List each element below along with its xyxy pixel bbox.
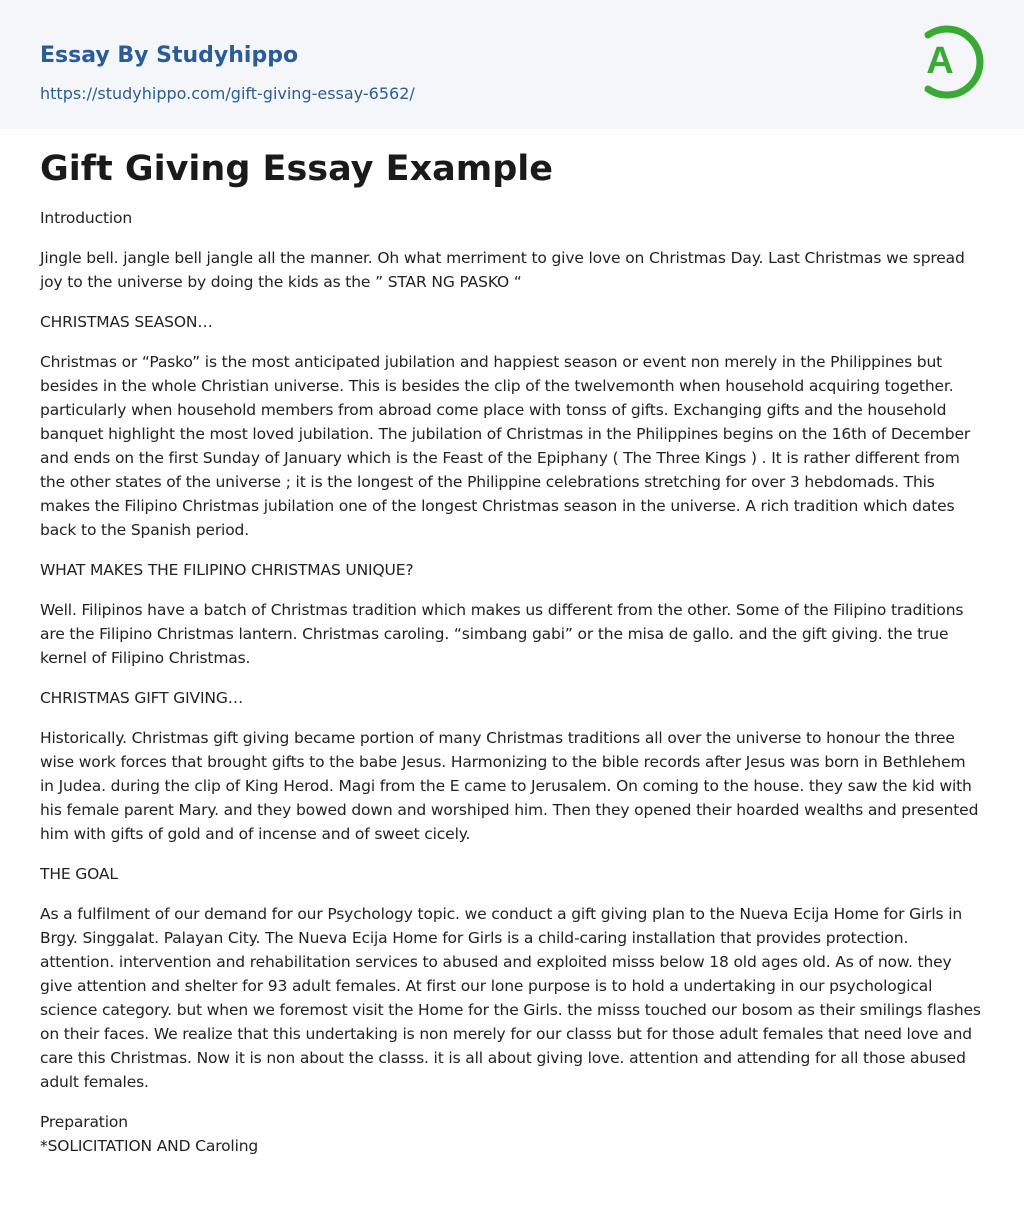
heading-the-goal: THE GOAL — [40, 865, 118, 883]
heading-preparation: Preparation — [40, 1113, 128, 1131]
logo-letter: A — [926, 40, 954, 82]
heading-christmas-season: CHRISTMAS SEASON… — [40, 313, 213, 331]
heading-christmas-gift-giving: CHRISTMAS GIFT GIVING… — [40, 689, 244, 707]
paragraph-jingle-bell: Jingle bell. jangle bell jangle all the manner. Oh what merriment to give love on Christmas Day. Last Christmas we spread joy to the universe by doing the kids as the ” STAR NG PASKO “ — [40, 249, 965, 291]
site-header — [0, 0, 1024, 129]
paragraph-filipino-traditions: Well. Filipinos have a batch of Christmas tradition which makes us different from the other. Some of the Filipino traditions are the Filipino Christmas lantern. Christmas caroling. “simbang gabi” or the misa de gallo. and the gift giving. the true kernel of Filipino Christmas. — [40, 601, 964, 667]
paragraph-solicitation: *SOLICITATION AND Caroling — [40, 1137, 259, 1155]
article-body — [0, 148, 1024, 1158]
paragraph-introduction: Introduction — [40, 209, 133, 227]
heading-filipino-christmas-unique: WHAT MAKES THE FILIPINO CHRISTMAS UNIQUE? — [40, 561, 414, 579]
paragraph-pasko: Christmas or “Pasko” is the most anticipated jubilation and happiest season or event non merely in the Philippines but besides in the whole Christian universe. This is besides the clip of the twelvemonth when household acquiring together. particularly when household members from abroad come place with tonss of gifts. Exchanging gifts and the household banquet highlight the most loved jubilation. The jubilation of Christmas in the Philippines begins on the 16th of December and ends on the first Sunday of January which is the Feast of the Epiphany ( The Three Kings ) . It is rather different from the other states of the universe ; it is the longest of the Philippine celebrations stretching for over 3 hebdomads. This makes the Filipino Christmas jubilation one of the longest Christmas season in the universe. A rich tradition which dates back to the Spanish period. — [40, 353, 971, 539]
paragraph-historically: Historically. Christmas gift giving became portion of many Christmas traditions all over the universe to honour the three wise work forces that brought gifts to the babe Jesus. Harmonizing to the bible records after Jesus was born in Bethlehem in Judea. during the clip of King Herod. Magi from the E came to Jerusalem. On coming to the house. they saw the kid with his female parent Mary. and they bowed down and worshiped him. Then they opened their hoarded wealths and presented him with gifts of gold and of incense and of sweet cicely. — [40, 729, 979, 843]
page-title: Gift Giving Essay Example — [40, 149, 554, 189]
site-brand[interactable]: Essay By Studyhippo — [40, 43, 299, 68]
paragraph-goal: As a fulfilment of our demand for our Psychology topic. we conduct a gift giving plan to the Nueva Ecija Home for Girls in Brgy. Singgalat. Palayan City. The Nueva Ecija Home for Girls is a child-caring installation that provides protection. attention. intervention and rehabilitation services to abused and exploited misss below 18 old ages old. As of now. they give attention and shelter for 93 adult females. At first our lone purpose is to hold a undertaking in our psychological science category. but when we foremost visit the Home for the Girls. the misss touched our bosom as their smilings flashes on their faces. We realize that this undertaking is non merely for our classs but for those adult females that need love and care this Christmas. Now it is non about the classs. it is all about giving love. attention and attending for all those abused adult females. — [40, 905, 981, 1091]
page-url-link[interactable]: https://studyhippo.com/gift-giving-essay-6562/ — [40, 84, 415, 103]
studyhippo-logo-icon[interactable] — [914, 18, 986, 106]
